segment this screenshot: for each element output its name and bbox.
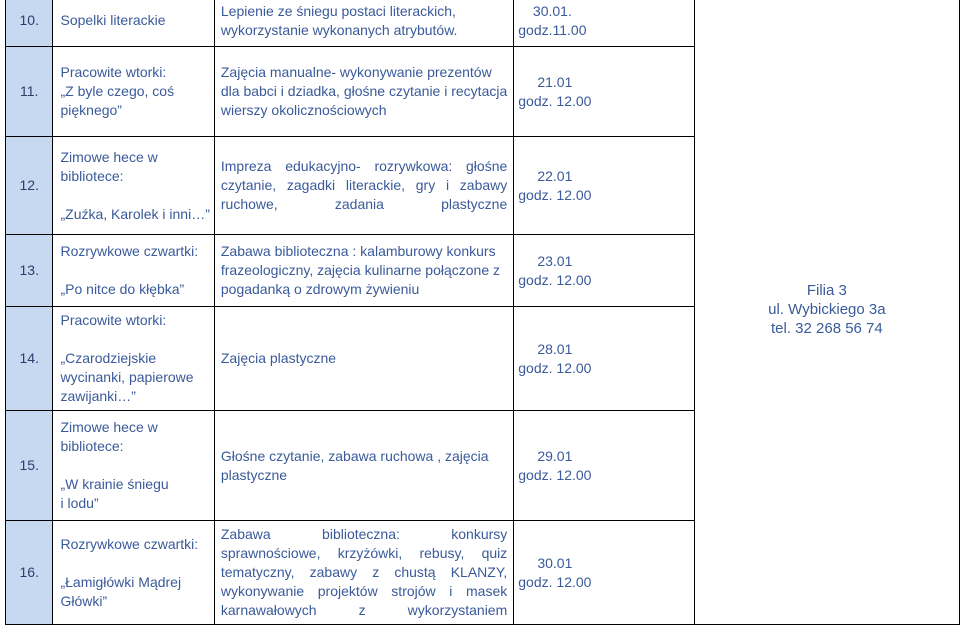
event-date-cell <box>514 411 694 521</box>
spacer <box>60 456 209 475</box>
event-description-line: dla babci i dziadka, głośne czytanie i recytacja <box>220 83 508 99</box>
event-name-line: Główki” <box>60 592 108 609</box>
row-number: 12. <box>6 137 53 235</box>
event-name-line: „Łamigłówki Mądrej <box>60 573 182 590</box>
event-description-cell <box>214 0 513 47</box>
spacer <box>60 554 209 573</box>
event-date-cell <box>514 307 694 411</box>
event-name-cell <box>53 411 214 521</box>
event-name-cell <box>53 235 214 307</box>
event-description-cell <box>214 307 513 411</box>
row-number: 15. <box>6 411 53 521</box>
event-name-cell <box>53 307 214 411</box>
event-description-line: Zabawa biblioteczna: konkursy <box>220 526 508 542</box>
date-block <box>518 252 591 290</box>
table-row <box>6 0 960 47</box>
date-block <box>518 73 591 111</box>
event-date: 23.01 <box>537 252 573 269</box>
event-description-line: czytanie, zagadki literackie, gry i zabawy <box>220 177 508 193</box>
branch-address: ul. Wybickiego 3a <box>768 301 886 318</box>
event-description-line: Zabawa biblioteczna : kalamburowy konkurs <box>220 243 496 259</box>
event-description-line: karnawałowych z wykorzystaniem <box>220 602 508 618</box>
event-description-line: tematyczny, zabawy z chustą KLANZY, <box>220 564 508 580</box>
event-description-line: ruchowe, zadania plastyczne <box>220 196 508 212</box>
spacer <box>60 261 209 280</box>
row-number: 16. <box>6 521 53 625</box>
event-name-cell <box>53 137 214 235</box>
event-description-cell <box>214 47 513 137</box>
event-name-line: „Z byle czego, coś <box>60 83 175 99</box>
event-description-line: sprawnościowe, krzyżówki, rebusy, quiz <box>220 545 508 561</box>
event-description-line: Zajęcia plastyczne <box>220 350 337 366</box>
event-date: 28.01 <box>537 340 573 357</box>
event-name-line: wycinanki, papierowe <box>60 369 194 385</box>
event-time: godz. 12.00 <box>518 271 592 288</box>
event-name-line: Pracowite wtorki: <box>60 64 167 80</box>
event-description-line: Głośne czytanie, zabawa ruchowa , zajęcia <box>220 447 489 464</box>
event-description-cell <box>214 521 513 625</box>
event-time: godz. 12.00 <box>518 92 592 109</box>
events-table <box>5 0 960 625</box>
row-number: 13. <box>6 235 53 307</box>
date-block <box>518 554 591 592</box>
branch-name: Filia 3 <box>806 282 847 299</box>
event-description-line: Impreza edukacyjno- rozrywkowa: głośne <box>220 158 508 174</box>
event-description-line: Zajęcia manualne- wykonywanie prezentów <box>220 64 492 80</box>
event-name-cell <box>53 47 214 137</box>
event-date-cell <box>514 521 694 625</box>
event-description-line: pogadanką o zdrowym żywieniu <box>220 281 420 297</box>
event-date: 29.01 <box>537 447 573 464</box>
event-date: 30.01. <box>532 2 572 19</box>
spacer <box>60 330 209 349</box>
event-name-line: „Czarodziejskie <box>60 350 157 366</box>
row-number: 11. <box>6 47 53 137</box>
event-name-line: pięknego” <box>60 102 122 118</box>
event-name-line: Zimowe hece w <box>60 148 158 165</box>
event-date: 22.01 <box>537 167 573 184</box>
date-block <box>518 2 586 40</box>
event-date: 30.01 <box>537 554 573 571</box>
event-name-cell <box>53 521 214 625</box>
event-time: godz. 12.00 <box>518 359 592 376</box>
date-block <box>518 340 591 378</box>
location-cell <box>694 0 959 625</box>
event-time: godz. 12.00 <box>518 573 592 590</box>
event-time: godz.11.00 <box>518 21 587 38</box>
branch-phone: tel. 32 268 56 74 <box>770 320 883 337</box>
event-date-cell <box>514 47 694 137</box>
event-description-line: plastyczne <box>220 466 288 483</box>
event-date-cell <box>514 137 694 235</box>
event-description-cell <box>214 411 513 521</box>
event-description-line: wykonywanie projektów strojów i masek <box>220 583 508 599</box>
row-number: 10. <box>6 0 53 47</box>
date-block <box>518 167 591 205</box>
event-name-line: zawijanki…” <box>60 388 136 404</box>
event-date: 21.01 <box>537 73 573 90</box>
event-name-line: Rozrywkowe czwartki: <box>60 535 199 552</box>
event-time: godz. 12.00 <box>518 186 592 203</box>
event-name-line: Pracowite wtorki: <box>60 312 167 328</box>
spacer <box>60 186 209 205</box>
event-description-cell <box>214 235 513 307</box>
row-number: 14. <box>6 307 53 411</box>
event-description-line: Lepienie ze śniegu postaci literackich, <box>220 2 456 19</box>
event-name-line: Sopelki literackie <box>60 12 166 28</box>
event-name-line: „Po nitce do kłębka” <box>60 281 185 297</box>
event-date-cell <box>514 235 694 307</box>
event-name-line: „Zuźka, Karolek i inni…” <box>60 205 210 222</box>
event-name-cell <box>53 0 214 47</box>
event-description-line: wykorzystanie wykonanych atrybutów. <box>220 21 458 38</box>
event-name-line: Zimowe hece w <box>60 419 158 435</box>
event-name-line: „W krainie śniegu <box>60 476 169 492</box>
event-description-cell <box>214 137 513 235</box>
event-description-line: frazeologiczny, zajęcia kulinarne połączone z <box>220 262 500 278</box>
event-description-line: wierszy okolicznościowych <box>220 102 387 118</box>
event-date-cell <box>514 0 694 47</box>
date-block <box>518 447 591 485</box>
event-name-line: bibliotece: <box>60 438 124 454</box>
event-name-line: i lodu” <box>60 495 99 511</box>
events-table-body <box>6 0 960 625</box>
event-name-line: bibliotece: <box>60 167 124 184</box>
event-time: godz. 12.00 <box>518 466 592 483</box>
event-name-line: Rozrywkowe czwartki: <box>60 243 199 259</box>
